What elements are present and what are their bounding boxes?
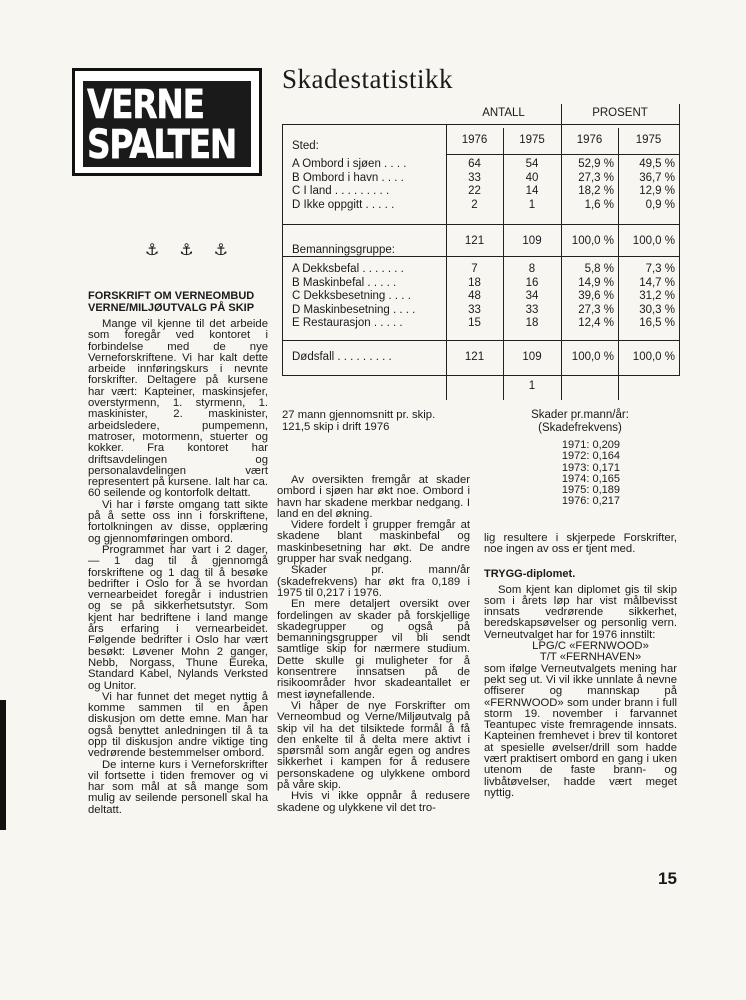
freq-row: 1972: 0,164 — [561, 450, 620, 463]
injury-statistics-table — [282, 98, 680, 400]
table-cell: 33 — [468, 303, 481, 316]
freq-row: 1975: 0,189 — [561, 484, 620, 497]
table-rule — [282, 124, 680, 125]
table-cell: 14,9 % — [578, 276, 614, 289]
row-label: A Ombord i sjøen . . . . — [292, 158, 407, 170]
right-column-body — [484, 533, 677, 799]
trygg-heading: TRYGG-diplomet. — [484, 567, 576, 580]
table-cell: 100,0 % — [632, 351, 675, 363]
table-cell: 100,0 % — [632, 235, 675, 247]
trygg-paragraph: Som kjent kan diplomet gis til skip som i årets løp har vist målbevisst innsats vedrørende sikkerhet, beredskapsøvelser og personlig vern. Verneutvalget har for 1976 innstilt: — [484, 583, 677, 641]
row-label: E Restaurasjon . . . . . — [292, 317, 403, 330]
middle-column-body — [277, 475, 470, 814]
freq-title: Skader pr.mann/år: — [531, 409, 629, 421]
table-cell: 52,9 % — [578, 158, 614, 170]
table-cell: 8 — [528, 263, 536, 275]
table-cell: 1 — [528, 380, 536, 392]
table-cell: 14,7 % — [639, 276, 675, 289]
table-cell: 39,6 % — [578, 290, 614, 303]
table-cell: 18 — [468, 276, 481, 289]
scan-edge — [0, 700, 6, 830]
table-cell: 7,3 % — [645, 263, 675, 275]
freq-subtitle: (Skadefrekvens) — [538, 421, 622, 434]
freq-row: 1973: 0,171 — [561, 461, 620, 474]
table-cell: 33 — [468, 171, 481, 184]
row-label: Dødsfall . . . . . . . . . — [292, 351, 392, 363]
banner-line2: SPALTEN — [87, 122, 237, 168]
note-line1: 27 mann gjennomsnitt pr. skip. — [282, 409, 436, 421]
table-rule — [282, 375, 680, 376]
mid-paragraph: Av oversikten fremgår at skader ombord i sjøen har økt noe. Ombord i havn har skadene merkbar nedgang. I land en del økning. — [277, 474, 470, 520]
left-column-heading — [88, 290, 268, 314]
freq-row: 1974: 0,165 — [561, 472, 620, 485]
table-cell: 5,8 % — [584, 263, 614, 275]
table-cell: 1,6 % — [584, 198, 614, 211]
note-line2: 121,5 skip i drift 1976 — [282, 421, 390, 433]
table-cell: 31,2 % — [639, 290, 675, 303]
anchor-icons: ⚓⚓⚓ — [145, 240, 249, 259]
table-cell: 16 — [525, 276, 539, 289]
table-rule — [679, 104, 680, 376]
mid-paragraph: Hvis vi ikke oppnår å redusere skadene og ulykkene vil det tro- — [277, 790, 470, 814]
table-cell: 100,0 % — [571, 235, 614, 247]
freq-row: 1971: 0,209 — [561, 439, 620, 451]
ship-name: LPG/C «FERNWOOD» — [532, 640, 649, 653]
left-paragraph: Programmet har vart i 2 dager, — 1 dag til å gjennomgå forskriftene og 1 dag til å besøke bedrifter i Oslo for å se hvordan vernearbeidet foregår i industrien og se på sikkerhetsutstyr. Som kjent har bedriftene i land mange års erfaring i vernearbeidet. Følgende bedrifter i Oslo har vært besøkt: Løvener Mohn 2 ganger, Nebb, Norgass, Thune Eureka, Standard Kabel, Nylands Verksted og Unitor. — [88, 543, 268, 692]
table-cell: 18,2 % — [578, 185, 614, 198]
table-cell: 2 — [471, 198, 478, 211]
table-cell: 27,3 % — [578, 303, 614, 316]
table-cell: 12,4 % — [578, 317, 614, 330]
table-rule — [282, 340, 680, 341]
table-cell: 27,3 % — [578, 171, 614, 184]
table-cell: 1 — [528, 198, 536, 211]
injury-frequency-block — [515, 409, 645, 434]
table-cell: 121 — [464, 351, 485, 363]
table-cell: 0,9 % — [645, 198, 675, 211]
banner-line1: VERNE — [87, 82, 204, 128]
left-column-body — [88, 319, 268, 816]
table-cell: 54 — [525, 158, 539, 170]
table-cell: 34 — [525, 290, 539, 303]
table-cell: 14 — [525, 185, 539, 198]
section-label-bemanning: Bemanningsgruppe: — [292, 244, 395, 256]
row-label: C I land . . . . . . . . . — [292, 185, 390, 198]
trygg-paragraph: som ifølge Verneutvalgets mening har pekt seg ut. Vi vil ikke unnlate å nevne offiserer og mannskap på «FERNWOOD» som under brann i full storm 19. november i farvannet Teantupec viste fremragende innsats. Kapteinen fremhevet i brev til kontoret at spesielle øvelser/drill som hadde vært praktisert ombord en gang i uken utenom de faste brann- og livbåtøvelser, hadde vært meget nyttig. — [484, 662, 677, 799]
header-antall: ANTALL — [482, 107, 525, 119]
right-continuation: lig resultere i skjerpede Forskrifter, noe ingen av oss er tjent med. — [484, 532, 677, 556]
row-label: D Maskinbesetning . . . . — [292, 303, 416, 316]
header-prosent: PROSENT — [592, 107, 648, 119]
row-label: B Ombord i havn . . . . — [292, 171, 404, 184]
page-title: Skadestatistikk — [282, 64, 453, 94]
table-cell: 22 — [468, 185, 481, 198]
table-cell: 48 — [468, 290, 481, 303]
ship-list — [484, 641, 677, 664]
left-paragraph: Vi har funnet det meget nyttig å komme sammen til en åpen diskusjon om dette emne. Man har også benyttet anledningen til å ta opp til diskusjon andre viktige ting vedrørende bestemmelser ombord. — [88, 690, 268, 760]
injury-frequency-list — [520, 440, 620, 508]
banner-logo — [83, 81, 251, 167]
table-cell: 64 — [468, 158, 481, 170]
table-rule — [446, 154, 680, 155]
year-header: 1975 — [519, 134, 545, 146]
table-cell: 109 — [522, 235, 542, 247]
table-rule — [282, 224, 680, 225]
table-cell: 15 — [468, 317, 481, 330]
table-cell: 121 — [464, 235, 485, 247]
table-cell: 12,9 % — [639, 185, 675, 198]
table-cell: 7 — [471, 263, 478, 275]
freq-row: 1976: 0,217 — [561, 495, 620, 508]
row-label: B Maskinbefal . . . . . — [292, 276, 397, 289]
mid-paragraph: Skader pr. mann/år (skadefrekvens) har økt fra 0,189 i 1975 til 0,217 i 1976. — [277, 564, 470, 599]
mid-paragraph: Videre fordelt i grupper fremgår at skadene blant maskinbefal og maskinbesetning har økt. De andre grupper har svak nedgang. — [277, 519, 470, 566]
row-label: C Dekksbesetning . . . . — [292, 290, 411, 303]
verne-spalten-banner — [72, 68, 262, 176]
page-number: 15 — [658, 869, 677, 888]
row-label: A Dekksbefal . . . . . . . — [292, 263, 404, 275]
row-label: D Ikke oppgitt . . . . . — [292, 198, 395, 211]
year-header: 1976 — [576, 134, 603, 146]
table-cell: 49,5 % — [639, 158, 675, 170]
year-header: 1976 — [461, 134, 488, 146]
table-rule — [282, 124, 283, 376]
table-cell: 40 — [525, 171, 539, 184]
ship-name: T/T «FERNHAVEN» — [539, 651, 642, 664]
table-cell: 18 — [525, 317, 539, 330]
table-cell: 36,7 % — [639, 171, 675, 184]
fleet-note — [282, 409, 435, 433]
table-cell: 100,0 % — [571, 351, 614, 363]
left-paragraph: De interne kurs i Verneforskrifter vil fortsette i tiden fremover og vi har som mål at så mange som mulig av seilende personell skal ha deltatt. — [88, 758, 268, 816]
left-paragraph: Mange vil kjenne til det arbeide som foregår ved kontoret i forbindelse med de nye Verneforskriftene. Vi har kalt dette arbeide innføringskurs i nevnte forskrifter. Deltagere på kursene har vært: Kapteiner, maskinsjefer, overstyrmenn, 1. styrmenn, 1. maskinister, 2. maskinister, arbeidsledere, pumpemenn, matroser, motormenn, stuerter og kokker. Fra kontoret har driftsavdelingen og personalavdelingen vært representert på kursene. Ialt har ca. 60 seilende og kontorfolk deltatt. — [88, 318, 268, 500]
heading-line1: FORSKRIFT OM VERNEOMBUD — [88, 290, 255, 302]
table-cell: 109 — [522, 351, 542, 363]
heading-line2: VERNE/MILJØUTVALG PÅ SKIP — [88, 302, 255, 314]
section-label-sted: Sted: — [292, 140, 319, 152]
year-header: 1975 — [635, 134, 662, 146]
left-paragraph: Vi har i første omgang tatt sikte på å sette oss inn i forskriftene, fortolkningen av disse, opplæring og gjennomføringen ombord. — [88, 498, 268, 545]
mid-paragraph: En mere detaljert oversikt over fordelingen av skader på forskjellige skadegrupper og også på bemanningsgrupper vil bli sendt samtlige skip for nærmere studium. Dette skulle gi muligheter for å konsentrere innsatsen på de risikoområder hvor skadeantallet er mest iøynefallende. — [277, 598, 470, 701]
table-cell: 33 — [525, 303, 539, 316]
table-cell: 30,3 % — [639, 303, 675, 316]
mid-paragraph: Vi håper de nye Forskrifter om Verneombud og Verne/Miljøutvalg på skip vil ha det tilsiktede formål å få den enkelte til å delta mere aktivt i spørsmål som angår egen og andres sikkerhet i kampen for å redusere personskadene og ulykkene ombord på våre skip. — [277, 699, 470, 792]
table-cell: 16,5 % — [639, 317, 675, 330]
